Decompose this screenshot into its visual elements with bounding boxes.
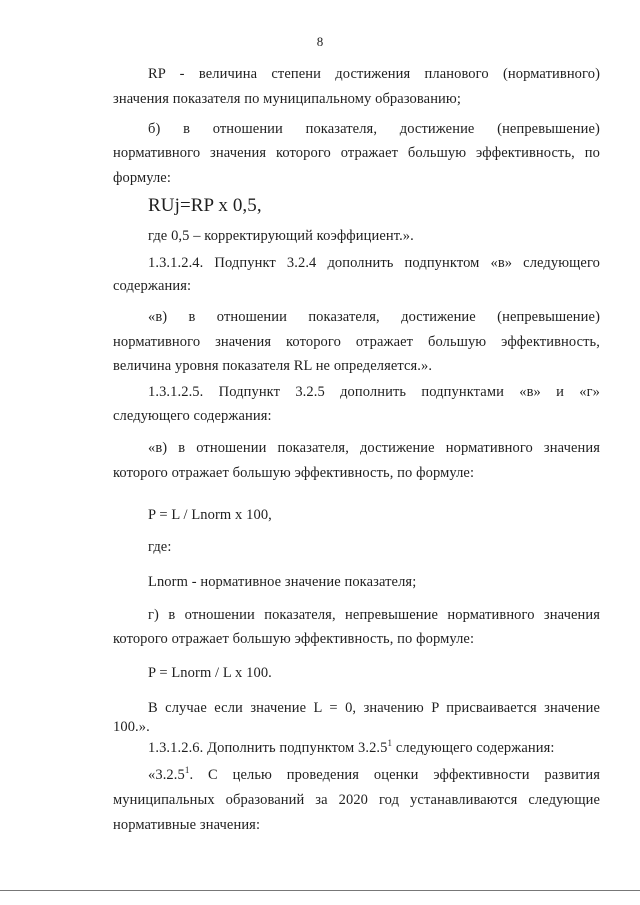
text-span: «3.2.5	[148, 767, 185, 783]
text-line: В случае если значение L = 0, значению P присваивается значение	[148, 700, 600, 716]
text-line: 100.».	[113, 719, 150, 735]
text-line: которого отражает большую эффективность, по формуле:	[113, 465, 475, 481]
text-line: «в) в отношении показателя, достижение (непревышение)	[148, 309, 600, 325]
text-line: значения показателя по муниципальному образованию;	[113, 91, 461, 107]
page-number: 8	[316, 34, 324, 49]
text-line: г) в отношении показателя, непревышение нормативного значения	[148, 607, 600, 623]
text-line: которого отражает большую эффективность, по формуле:	[113, 631, 475, 647]
text-line: RP - величина степени достижения планового (нормативного)	[148, 66, 600, 82]
text-line: муниципальных образований за 2020 год устанавливаются следующие	[113, 792, 600, 808]
text-line: 1.3.1.2.4. Подпункт 3.2.4 дополнить подпунктом «в» следующего	[148, 255, 600, 271]
text-line: где:	[148, 539, 172, 555]
text-line: величина уровня показателя RL не определяется.».	[113, 358, 433, 374]
superscript: 1	[387, 738, 393, 749]
text-line: Lnorm - нормативное значение показателя;	[148, 574, 417, 590]
formula-p: P = L / Lnorm x 100,	[148, 507, 272, 523]
text-line: формуле:	[113, 170, 171, 186]
text-line: 1.3.1.2.5. Подпункт 3.2.5 дополнить подпунктами «в» и «г»	[148, 384, 600, 400]
text-span: 1.3.1.2.6. Дополнить подпунктом 3.2.5	[148, 740, 388, 756]
text-line: б) в отношении показателя, достижение (непревышение)	[148, 121, 600, 137]
superscript: 1	[184, 765, 190, 776]
page-bottom-rule	[0, 890, 640, 891]
text-line: содержания:	[113, 278, 192, 294]
text-line	[148, 765, 600, 785]
text-line: нормативного значения которого отражает большую эффективность, по	[113, 145, 600, 161]
text-span: . С целью проведения оценки эффективности развития	[189, 767, 600, 783]
text-line: где 0,5 – корректирующий коэффициент.».	[148, 228, 414, 244]
formula-p-inverse: P = Lnorm / L x 100.	[148, 665, 272, 681]
text-line: нормативные значения:	[113, 817, 261, 833]
text-line	[148, 738, 600, 758]
formula-ruj: RUj=RP x 0,5,	[148, 195, 262, 216]
text-line: нормативного значения которого отражает большую эффективность,	[113, 334, 600, 350]
text-span: следующего содержания:	[392, 740, 555, 756]
text-line: следующего содержания:	[113, 408, 272, 424]
text-line: «в) в отношении показателя, достижение нормативного значения	[148, 440, 600, 456]
